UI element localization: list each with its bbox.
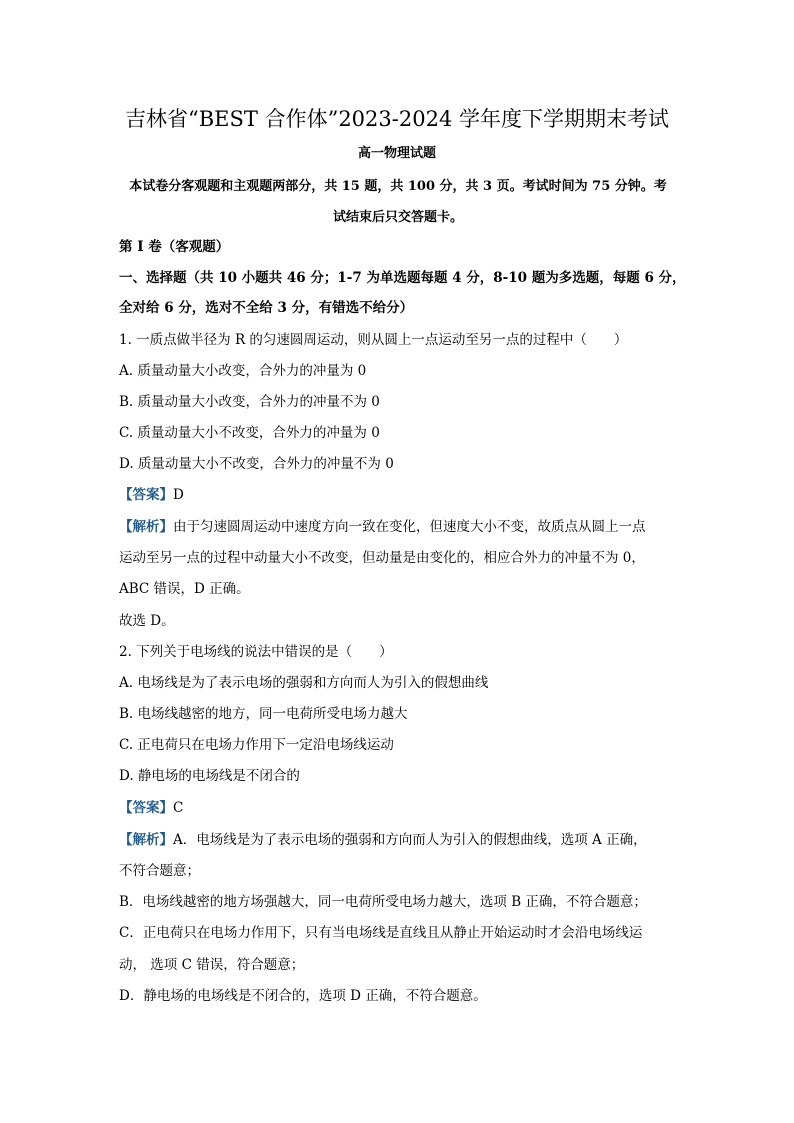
question-2-option-b: B. 电场线越密的地方，同一电荷所受电场力越大	[119, 706, 408, 722]
notice-line-1: 本试卷分客观题和主观题两部分，共 15 题，共 100 分，共 3 页。考试时间为 75 分钟。考	[129, 179, 667, 194]
question-2-option-c: C. 正电荷只在电场力作用下一定沿电场线运动	[119, 737, 394, 753]
notice-line-2: 试结束后只交答题卡。	[332, 210, 463, 225]
question-2-analysis-line-3: B．电场线越密的地方场强越大，同一电荷所受电场力越大，选项 B 正确，不符合题意；	[119, 894, 647, 910]
exam-subtitle: 高一物理试题	[357, 146, 436, 161]
question-1-stem: 1. 一质点做半径为 R 的匀速圆周运动，则从圆上一点运动至另一点的过程中（ ）	[119, 332, 628, 348]
question-2-option-d: D. 静电场的电场线是不闭合的	[119, 768, 300, 784]
question-1-option-a: A. 质量动量大小改变，合外力的冲量为 0	[119, 363, 367, 379]
analysis-tag: 【解析】	[119, 519, 173, 535]
question-2-option-a: A. 电场线是为了表示电场的强弱和方向而人为引入的假想曲线	[119, 675, 489, 691]
question-2-analysis-line-6: D．静电场的电场线是不闭合的，选项 D 正确，不符合题意。	[119, 988, 487, 1004]
answer-value: C	[173, 800, 184, 816]
answer-tag: 【答案】	[119, 800, 173, 816]
answer-tag: 【答案】	[119, 487, 173, 503]
answer-value: D	[173, 487, 184, 503]
question-1-analysis-line-4: 故选 D。	[119, 613, 175, 629]
exam-notice	[116, 171, 680, 233]
question-2-analysis-line-2: 不符合题意；	[119, 863, 200, 879]
part-label: 第 I 卷（客观题）	[119, 239, 230, 255]
section-instructions-line-1: 一、选择题（共 10 小题共 46 分；1-7 为单选题每题 4 分，8-10 题为多选题，每题 6 分，	[119, 270, 686, 286]
question-2-analysis-line-5: 动， 选项 C 错误，符合题意；	[119, 957, 305, 973]
question-2-answer	[119, 798, 183, 818]
question-1-answer	[119, 485, 184, 505]
question-2-analysis-line-1	[119, 830, 647, 850]
question-1-option-b: B. 质量动量大小改变，合外力的冲量不为 0	[119, 394, 380, 410]
question-1-option-d: D. 质量动量大小不改变，合外力的冲量不为 0	[119, 456, 394, 472]
question-2-analysis-line-4: C．正电荷只在电场力作用下，只有当电场线是直线且从静止开始运动时才会沿电场线运	[119, 925, 643, 941]
exam-title: 吉林省“BEST 合作体”2023-2024 学年度下学期期末考试	[125, 107, 669, 131]
question-1-analysis-line-2: 运动至另一点的过程中动量大小不改变，但动量是由变化的，相应合外力的冲量不为 0，	[119, 550, 645, 566]
analysis-tag: 【解析】	[119, 832, 173, 848]
analysis-text: 由于匀速圆周运动中速度方向一致在变化，但速度大小不变，故质点从圆上一点	[173, 519, 646, 535]
analysis-text: A．电场线是为了表示电场的强弱和方向而人为引入的假想曲线，选项 A 正确，	[173, 832, 647, 848]
question-1-option-c: C. 质量动量大小不改变，合外力的冲量为 0	[119, 425, 380, 441]
question-1-analysis-line-3: ABC 错误，D 正确。	[119, 581, 250, 597]
question-2-stem: 2. 下列关于电场线的说法中错误的是（ ）	[119, 644, 393, 660]
section-instructions-line-2: 全对给 6 分，选对不全给 3 分，有错选不给分）	[119, 300, 414, 316]
question-1-analysis-line-1	[119, 517, 646, 537]
